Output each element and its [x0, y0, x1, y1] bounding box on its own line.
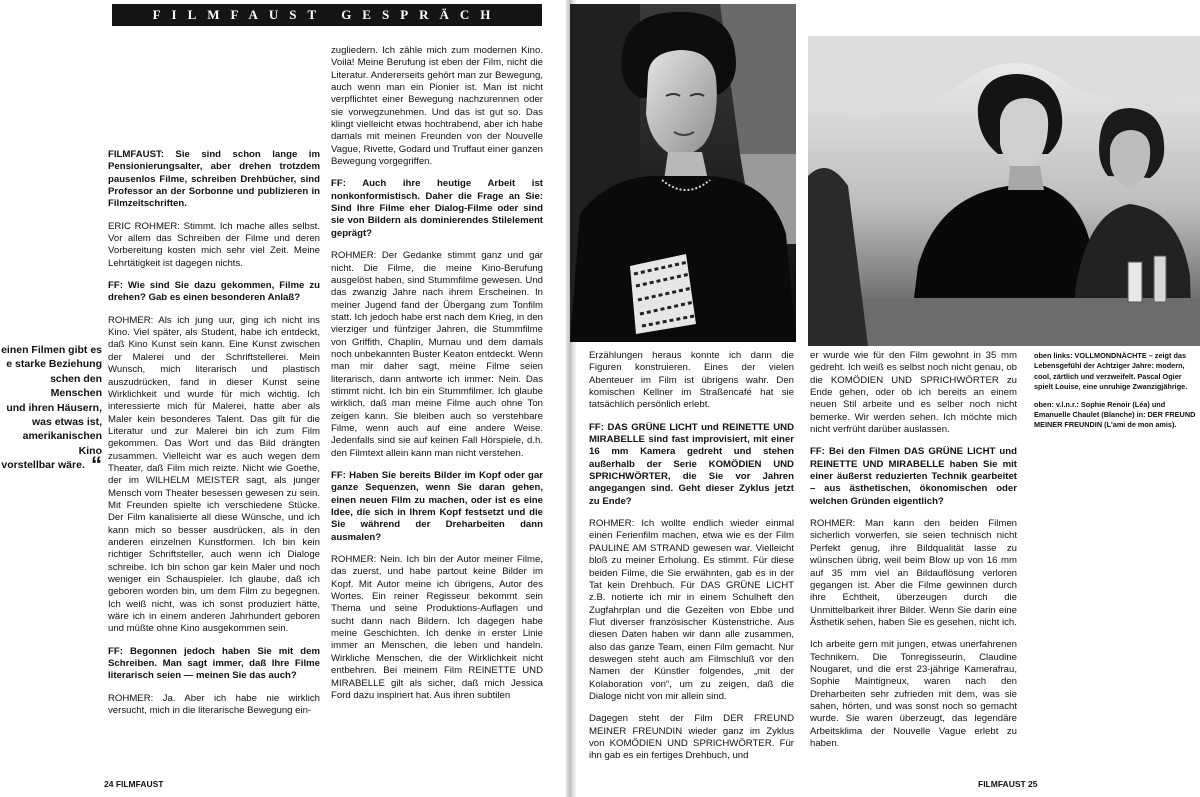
- film-still-right-image: [808, 36, 1200, 346]
- pull-quote: [0, 343, 102, 478]
- pull-quote-line: und ihren Häusern,: [6, 401, 102, 414]
- interview-answer: [108, 315, 320, 636]
- answer-text: Ich wollte endlich wieder einmal einen Ferienfilm machen, etwa wie es der Film PAULINE AM STRAND gewesen war. Vielleicht bloß zu meiner Erholung. Es stimmt. Für diese beiden Filme, die Sie erwähnten, gab es in der Tat kein Drehbuch. Für DAS GRÜNE LICHT z.B. notierte ich mir in einem Schulheft den Zugfahrplan und die Gezeiten von Ebbe und Flut diverser französischer Küstenstriche. Aus diesen Daten haben wir dann alle zusammen, also das ganze Team, einen Film gemacht. Nur deswegen steht auch am Filmschluß vor den Namen der Künstler folgendes, „mit der Kolaboration von“, um zu zeigen, daß die Dialoge nicht von mir allein sind.: [589, 518, 794, 702]
- interview-answer: [589, 350, 794, 412]
- speaker-label: ROHMER:: [108, 692, 163, 704]
- answer-text: zugliedern. Ich zähle mich zum modernen Kino. Voilà! Meine Berufung ist eben der Film, nicht die Literatur. Andererseits gehört man zur Bewegung, auch wenn man ein Pionier ist. Man ist nicht verpflichtet einer Bewegung nachzurennen oder sie vorwegzunehmen. Und das ist gut so. Das klingt vielleicht etwas hochtrabend, aber ich habe damals mit meinen Freunden von der Nouvelle Vague, Rivette, Godard und Truffaut einer ganzen Bewegung vorgegriffen.: [331, 45, 543, 168]
- film-still-left-image: [570, 4, 796, 342]
- pull-quote-line: schen den Menschen: [50, 372, 102, 400]
- interview-answer: [589, 713, 794, 762]
- answer-text: Nein. Ich bin der Autor meiner Filme, das zuerst, und habe partout keine Bilder im Kopf. Mit Autor meine ich übrigens, Autor des Wortes. Ein reiner Regisseur bekommt sein Thema und seine Produktions-Auflagen und sucht dann nach Bildern. Ich dagegen habe meine Geschichten. Ich denke in erster Linie immer an Menschen, die leben und handeln. Wirkliche Menschen, die der Wirklichkeit nicht entbehren. Bei meinem Film REINETTE UND MIRABELLE gilt als sicher, daß mich Jessica Ford dazu inspiriert hat. Aus ihren subtilen: [331, 554, 544, 701]
- caption-freund-meiner-freundin: oben: v.l.n.r.: Sophie Renoir (Léa) und Emanuelle Chaulet (Blanche) in: DER FREUND MEINER FREUNDIN (L'ami de mon amis).: [1034, 399, 1196, 430]
- section-banner: FILMFAUST GESPRÄCH: [112, 4, 542, 26]
- interview-question: FILMFAUST: Sie sind schon lange im Pensionierungsalter, aber drehen trotzdem pausenlos Filme, schreiben Drehbücher, sind Professor an der Sorbonne und publizieren in Filmzeitschriften.: [108, 149, 320, 210]
- answer-text: Man kann den beiden Filmen sicherlich vorwerfen, sie seien technisch nicht Perfekt genug, ihre Bildqualität lasse zu wünschen übrig, weil beim Blow up von 16 mm auf 35 mm viel an Bildauflösung verloren gegangen ist. Aber die Filme gewinnen durch ihre Echtheit, überzeugen durch die Unmittelbarkeit ihrer Bilder. Wenn Sie darin eine Ästhetik sehen, haben Sie es gesehen, nicht ich.: [810, 518, 1017, 628]
- speaker-label: ERIC ROHMER:: [108, 220, 184, 232]
- interview-answer: [331, 554, 543, 702]
- speaker-label: ROHMER:: [810, 518, 866, 530]
- pull-quote-line: vorstellbar wäre. “: [1, 452, 102, 478]
- answer-text: er wurde wie für den Film gewohnt in 35 mm gedreht. Ich weiß es selbst noch nicht genau, ob die KOMÖDIEN UND SPRICHWÖRTER zu Ende gehen, oder ob ich bereits an einem neuen Stil arbeite und es selber noch nicht bemerke. Wir werden sehen. Ich möchte mich nicht verfrüht darüber auslassen.: [810, 350, 1017, 436]
- film-still-left: [570, 4, 796, 342]
- speaker-label: ROHMER:: [331, 250, 382, 262]
- caption-vollmondnaechte: oben links: VOLLMONDNÄCHTE – zeigt das Lebensgefühl der Achtziger Jahre: modern, cool, zärtlich und verzweifelt. Pascal Ogier spielt Louise, eine unruhige Zwanzigjährige.: [1034, 351, 1188, 392]
- interview-question: FF: Wie sind Sie dazu gekommen, Filme zu drehen? Gab es einen besonderen Anlaß?: [108, 280, 320, 304]
- interview-answer: [108, 221, 320, 270]
- interview-question: FF: Auch ihre heutige Arbeit ist nonkonformistisch. Daher die Frage an Sie: Sind Ihre Filme eher Dialog-Filme oder sind sie von Bildern als dominierendes Stilelement geprägt?: [331, 178, 543, 239]
- answer-text: Stimmt. Ich mache alles selbst. Vor allem das Schreiben der Filme und deren Vorbereitung kosten mich sehr viel Zeit. Meine Lehrtätigkeit ist dagegen nichts.: [108, 220, 320, 269]
- answer-text: Erzählungen heraus konnte ich dann die Figuren konstruieren. Eines der vielen Abenteuer im Film ist übrigens wahr. Den komischen Kellner im Straßencafé hat sie tatsächlich persönlich erlebt.: [589, 350, 794, 411]
- speaker-label: ROHMER:: [589, 518, 642, 530]
- answer-text: Als ich jung uur, ging ich nicht ins Kino. Viel später, als Student, habe ich entdeckt, daß Kino Kunst sein kann. Eine Kunst zwischen der Malerei und der Schriftstellerei. Mein Wunsch, mich literarisch und plastisch auszudrücken, fand in dieser Kunst seine Wirklichkeit und wurde für mich wichtig. Ich interessierte mich für Malerei, hatte aber als Maler kein besonderes Talent. Das gilt für die Literatur und zur Malerei bin ich zum Film gekommen. Das Wort und das Bild drängten zusammen. Vielleicht war es auch wegen dem Theater, daß Film mich reizte. Nicht wie Goethe, der im WILHELM MEISTER sagt, als junger Mensch vom Theater besessen gewesen zu sein. Mit Freunden spielte ich verschiedene Stücke. Der Film kanalisierte all diese Wünsche, und ich kann mich so besser ausdrücken, als in den anderen einzelnen Kunstformen. Ich bin kein richtiger Schriftsteller, auch wenn ich Dialoge schreibe. Ich bin schon gar kein Maler und noch weniger ein Schauspieler. Ich glaube, daß ich geboren worden bin, um dem Film zu begegnen. Ich weiß nicht, was ich sonst produziert hätte, wäre ich in einem anderen Jahrhundert geboren und müßte ohne Kino ausgekommen sein.: [108, 314, 320, 635]
- interview-answer: [108, 693, 320, 718]
- page-folio-right: FILMFAUST 25: [978, 779, 1038, 789]
- interview-answer: [810, 639, 1017, 750]
- interview-column-1: [108, 149, 320, 727]
- interview-answer: [810, 518, 1017, 629]
- answer-text: Der Gedanke stimmt ganz und gar nicht. Die Filme, die meine Kino-Berufung ausgelöst haben, sind Stummfilme gewesen. Und das zwanzig Jahre nach ihrem Erscheinen. In meiner Jugend fand der Übergang zum Tonfilm statt. Ich jedoch habe erst nach dem Krieg, in den vierziger und fünfziger Jahren, die Stummfilme von Griffith, Chaplin, Murnau und dem damals noch unbekannten Buster Keaton entdeckt. Wenn man mir daher sagt, meine Filme seien literarisch, dann antworte ich immer: Nein. Das stimmt nicht. Ich bin ein Stummfilmer. Ich glaube wirklich, daß man meine Filme auch ohne Ton zeigen kann. Sie bleiben auch so verstehbare Filme, wenn auch auf eine andere Weise. Jedenfalls sind sie auf keinen Fall Hörspiele, d.h. den Filmtext allein kann man nicht verstehen.: [331, 250, 543, 459]
- interview-question: FF: Begonnen jedoch haben Sie mit dem Schreiben. Man sagt immer, daß Ihre Filme literarisch seien — meinen Sie das auch?: [108, 645, 320, 682]
- interview-answer: [331, 45, 543, 168]
- interview-question: FF: Bei den Filmen DAS GRÜNE LICHT und REINETTE UND MIRABELLE haben Sie mit einer äußerst reduzierten Technik gearbeitet – aus ästhetischen, ökonomischen oder welchen Gründen eigentlich?: [810, 446, 1017, 507]
- interview-column-2: [331, 45, 543, 712]
- pull-quote-line: was etwas ist,: [31, 416, 102, 429]
- interview-answer: [589, 518, 794, 703]
- page-folio-left: 24 FILMFAUST: [104, 779, 164, 789]
- interview-answer: [331, 250, 543, 460]
- interview-answer: [810, 350, 1017, 436]
- interview-column-4: [810, 350, 1017, 760]
- right-page: [570, 0, 1200, 797]
- speaker-label: ROHMER:: [331, 554, 381, 566]
- pull-quote-line: amerikanischen Kino: [22, 430, 102, 457]
- pull-quote-line: e starke Beziehung: [6, 358, 102, 371]
- closing-quote-mark: “: [84, 452, 102, 478]
- film-still-right: [808, 36, 1200, 346]
- speaker-label: ROHMER:: [108, 314, 159, 326]
- pull-quote-lines: [0, 343, 102, 478]
- interview-question: FF: Haben Sie bereits Bilder im Kopf oder gar ganze Sequenzen, wenn Sie daran gehen, einen neuen Film zu machen, oder ist es eine Idee, die sich in Ihrem Kopf festsetzt und die Sie während der Dreharbeiten dann ausmalen?: [331, 470, 543, 543]
- left-page: [0, 0, 570, 797]
- pull-quote-line: einen Filmen gibt es: [1, 344, 102, 356]
- interview-column-3: [589, 350, 794, 773]
- interview-question: FF: DAS GRÜNE LICHT und REINETTE UND MIRABELLE sind fast improvisiert, mit einer 16 mm Kamera gedreht und stehen außerhalb der Serie KOMÖDIEN UND SPRICHWÖRTER, die Sie vor Jahren angegangen sind. Geht dieser Zyklus jetzt zu Ende?: [589, 421, 794, 507]
- answer-text: Ja. Aber ich habe nie wirklich versucht, mich in die literarische Bewegung ein-: [108, 692, 320, 717]
- photo-captions: [1034, 351, 1196, 438]
- answer-text: Ich arbeite gern mit jungen, etwas unerfahrenen Technikern. Die Tonregisseurin, Claudine Nougaret, und die erst 23-jährige Kamerafrau, Sophie Maintigneux, waren nach den Dreharbeiten sehr zufrieden mit dem, was sie sahen, hörten, und was sonst noch so gemacht wurde. Sie waren überzeugt, das legendäre Arbeitsklima der Nouvelle Vague erlebt zu haben.: [810, 639, 1017, 749]
- answer-text: Dagegen steht der Film DER FREUND MEINER FREUNDIN wieder ganz im Zyklus von KOMÖDIEN UND SPRICHWÖRTER. Für ihn gab es ein fertiges Drehbuch, und: [589, 713, 794, 762]
